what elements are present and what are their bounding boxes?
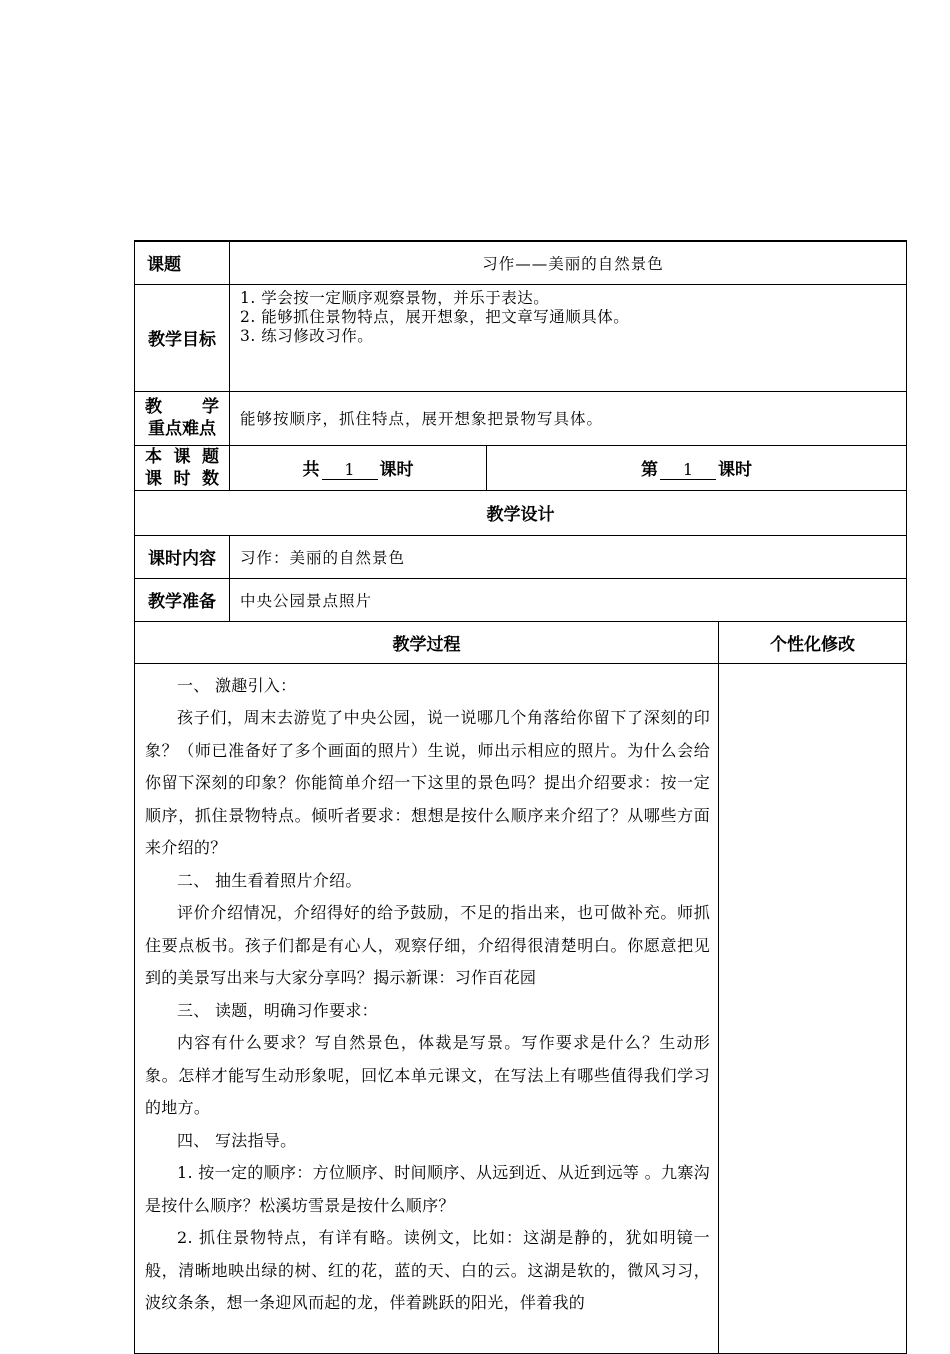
process-paragraph: 四、 写法指导。 xyxy=(177,1130,297,1150)
topic-label-text: 课题 xyxy=(147,255,181,276)
process-paragraph: 孩子们，周末去游览了中央公园，说一说哪几个角落给你留下了深刻的印象？（师已准备好了多个画面的照片）生说，师出示相应的照片。为什么会给你留下深刻的印象？你能简单介绍一下这里的景色吗？提出介绍要求：按一定顺序，抓住景物特点。倾听者要求：想想是按什么顺序来介绍了？从哪些方面来介绍的？ xyxy=(145,708,710,857)
total-hours: 共 1 课时 xyxy=(230,445,487,490)
process-paragraph: 二、 抽生看着照片介绍。 xyxy=(177,870,362,890)
goal-item: 1. 学会按一定顺序观察景物，并乐于表达。 xyxy=(240,288,550,307)
process-paragraph: 2. 抓住景物特点，有详有略。读例文，比如：这湖是静的，犹如明镜一般，清晰地映出绿的树、红的花，蓝的天、白的云。这湖是软的，微风习习，波纹条条，想一条迎风而起的龙，伴着跳跃的阳光，伴着我的 xyxy=(145,1228,710,1312)
process-paragraph: 一、 激趣引入： xyxy=(177,675,297,695)
goals-list xyxy=(230,284,907,391)
total-hours-value: 1 xyxy=(322,461,378,480)
process-paragraph: 1. 按一定的顺序：方位顺序、时间顺序、从远到近、从近到远等 。九寨沟是按什么顺序？松溪坊雪景是按什么顺序？ xyxy=(145,1163,710,1215)
key-points-value: 能够按顺序，抓住特点，展开想象把景物写具体。 xyxy=(230,391,907,445)
prep-label: 教学准备 xyxy=(135,578,230,621)
process-paragraph: 内容有什么要求？写自然景色，体裁是写景。写作要求是什么？生动形象。怎样才能写生动形象呢，回忆本单元课文，在写法上有哪些值得我们学习的地方。 xyxy=(145,1033,710,1117)
content-value: 习作：美丽的自然景色 xyxy=(230,535,907,578)
topic-value: 习作——美丽的自然景色 xyxy=(230,241,907,284)
goal-item: 3. 练习修改习作。 xyxy=(240,326,374,345)
current-hour: 第 1 课时 xyxy=(487,445,907,490)
process-paragraph: 三、 读题，明确习作要求： xyxy=(177,1000,378,1020)
topic-label xyxy=(135,241,230,284)
content-label: 课时内容 xyxy=(135,535,230,578)
goals-label: 教学目标 xyxy=(135,284,230,391)
custom-header: 个性化修改 xyxy=(719,621,907,663)
process-body xyxy=(135,663,719,1353)
hours-label: 本 课 题 课 时 数 xyxy=(135,445,230,490)
custom-notes-cell xyxy=(719,663,907,1353)
current-hour-value: 1 xyxy=(660,461,716,480)
process-paragraph: 评价介绍情况，介绍得好的给予鼓励，不足的指出来，也可做补充。师抓住要点板书。孩子们都是有心人，观察仔细，介绍得很清楚明白。你愿意把见到的美景写出来与大家分享吗？揭示新课：习作百花园 xyxy=(145,903,710,987)
lesson-plan-table xyxy=(134,240,907,1354)
design-title: 教学设计 xyxy=(135,490,907,535)
process-header: 教学过程 xyxy=(135,621,719,663)
goal-item: 2. 能够抓住景物特点，展开想象，把文章写通顺具体。 xyxy=(240,307,630,326)
prep-value: 中央公园景点照片 xyxy=(230,578,907,621)
key-points-label: 教 学 重点难点 xyxy=(135,391,230,445)
